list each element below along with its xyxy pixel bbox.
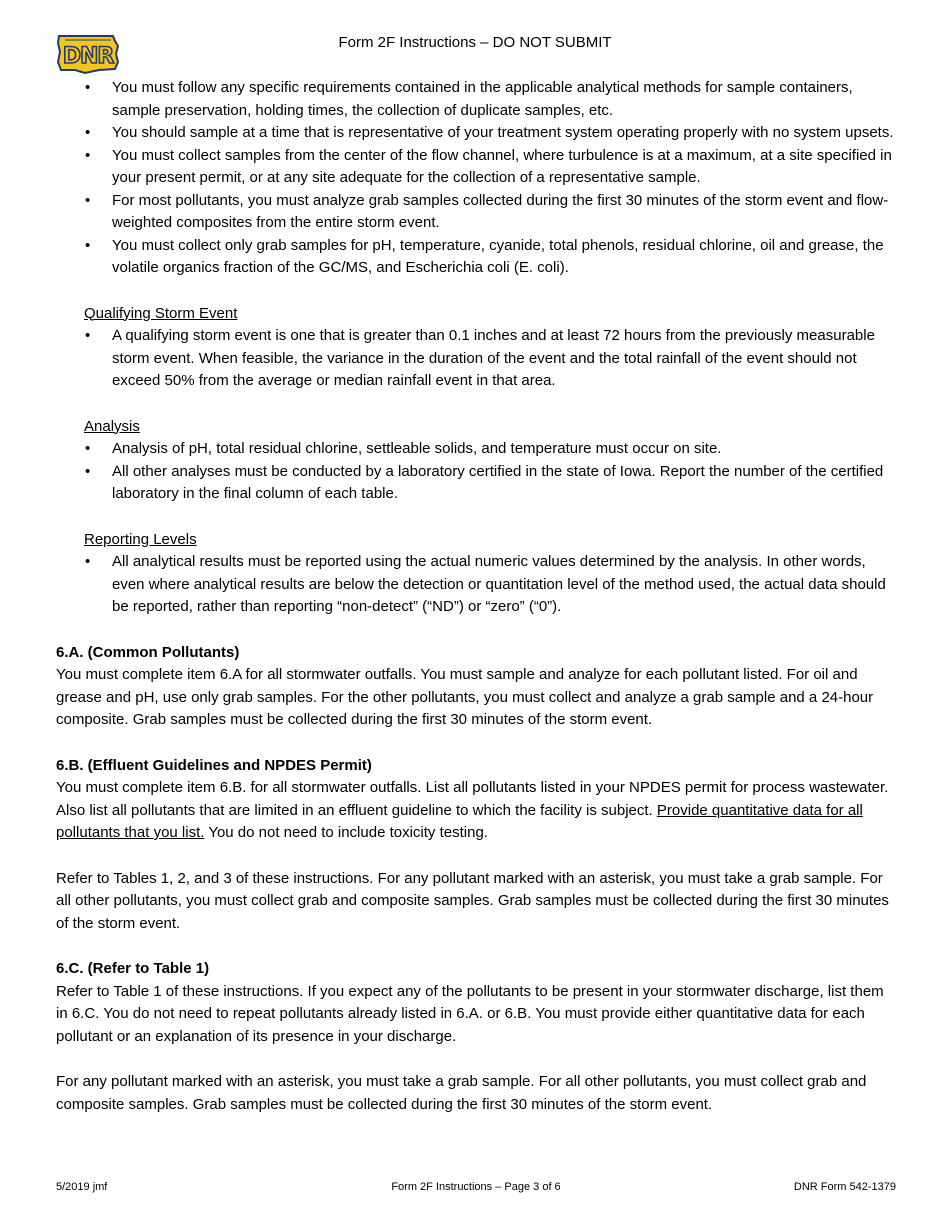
section-6a-title: 6.A. (Common Pollutants) [56,643,240,661]
list-item: • You must collect samples from the center of the flow channel, where turbulence is at a maximum, at a site specified in your present permit, or at any site adequate for the collection of a representative sample. [56,145,896,190]
footer-form-number: DNR Form 542-1379 [793,1181,896,1193]
qualifying-storm-event-list [56,325,896,393]
section-6c-paragraph-2: For any pollutant marked with an asterisk, you must take a grab sample. For all other pollutants, you must collect grab and composite samples. Grab samples must be collected during the first 30 minutes of the storm event. [56,1073,867,1113]
list-item: • For most pollutants, you must analyze grab samples collected during the first 30 minutes of the storm event and flow-weighted composites from the entire storm event. [56,190,896,235]
section-6b-paragraph-2: Refer to Tables 1, 2, and 3 of these instructions. For any pollutant marked with an asterisk, you must take a grab sample. For all other pollutants, you must collect grab and composite samples. Grab samples must be collected during the first 30 minutes of the storm event. [56,869,889,932]
reporting-levels-list [56,551,896,619]
section-6a-body: You must complete item 6.A for all stormwater outfalls. You must sample and analyze for each pollutant listed. For oil and grease and pH, use only grab samples. For the other pollutants, you must collect and analyze a grab sample and a 24-hour composite. Grab samples must be collected during the first 30 minutes of the storm event. [56,666,874,728]
section-6c-title: 6.C. (Refer to Table 1) [56,960,210,977]
list-item: • A qualifying storm event is one that is greater than 0.1 inches and at least 72 hours from the previously measurable storm event. When feasible, the variance in the duration of the event and the total rainfall of the event should not exceed 50% from the average or median rainfall event in that area. [56,325,896,393]
page-header-title: Form 2F Instructions – DO NOT SUBMIT [338,34,612,51]
section-6b-underlined-text: Provide quantitative data for all pollutants that you list. [56,801,863,841]
list-item: • You should sample at a time that is representative of your treatment system operating properly with no system upsets. [56,122,896,145]
analysis-list [56,438,896,506]
list-item: • You must collect only grab samples for pH, temperature, cyanide, total phenols, residual chlorine, oil and grease, the volatile organics fraction of the GC/MS, and Escherichia coli (E. coli). [56,235,896,280]
section-6b-title: 6.B. (Effluent Guidelines and NPDES Permit) [56,756,372,774]
footer-page-number: Form 2F Instructions – Page 3 of 6 [391,1181,561,1193]
sampling-requirements-list [56,77,896,280]
list-item: • All analytical results must be reported using the actual numeric values determined by the analysis. In other words, even where analytical results are below the detection or quantitation level of the method used, the actual data should be reported, rather than reporting “non-detect” (“ND”) or “zero” (“0”). [56,551,896,619]
qualifying-storm-event-heading: Qualifying Storm Event [84,304,238,322]
list-item: • Analysis of pH, total residual chlorine, settleable solids, and temperature must occur on site. [56,438,896,461]
analysis-heading: Analysis [84,417,140,435]
section-6c-body: Refer to Table 1 of these instructions. If you expect any of the pollutants to be present in your stormwater discharge, list them in 6.C. You do not need to repeat pollutants already listed in 6.A. or 6.B. You must provide either quantitative data for each pollutant or an explanation of its presence in your discharge. [56,982,884,1045]
section-6b-body-start: You must complete item 6.B. for all stormwater outfalls. List all pollutants listed in your NPDES permit for process wastewater. Also list all pollutants that are limited in an effluent guideline to which the facility is subject. [56,779,889,819]
page-footer [56,1181,896,1193]
list-item: • All other analyses must be conducted by a laboratory certified in the state of Iowa. Report the number of the certified laboratory in the final column of each table. [56,461,896,506]
section-6b-body-end: You do not need to include toxicity testing. [204,824,488,841]
logo-text: DNR [62,44,114,69]
section-6b-body [56,777,896,845]
reporting-levels-heading: Reporting Levels [84,530,197,548]
list-item: • You must follow any specific requirements contained in the applicable analytical methods for sample containers, sample preservation, holding times, the collection of duplicate samples, etc. [56,77,896,122]
main-content [56,77,896,1116]
footer-date: 5/2019 jmf [56,1181,108,1193]
